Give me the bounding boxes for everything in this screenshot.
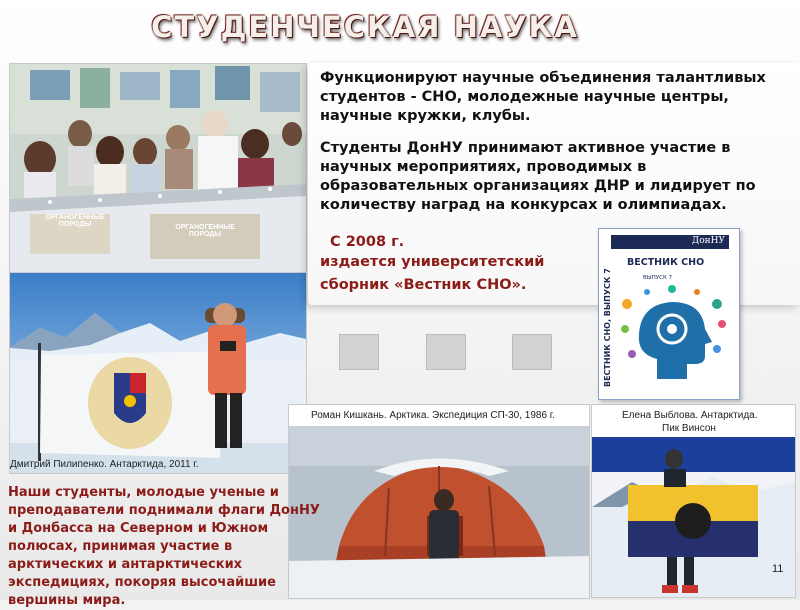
caption-kishkan: Роман Кишкань. Арктика. Экспедиция СП-30, 1986 г. [311,410,556,421]
journal-title: ВЕСТНИК СНО [627,257,705,268]
exhibit-label-right: ОРГАНОГЕННЫЕ ПОРОДЫ [175,224,235,238]
photo-arctic-expedition [288,404,590,599]
placeholder-box-1 [339,334,379,370]
caption-vyblova-line2: Пик Винсон [662,423,716,434]
paragraph-sno: Функционируют научные объединения талантливых студентов - СНО, молодежные научные центры, научные кружки, клубы. [320,70,766,124]
journal-issue: ВЫПУСК 7 [643,275,673,281]
placeholder-box-2 [426,334,466,370]
year-line: С 2008 г. [330,234,405,250]
arctic-tent-image [289,426,589,598]
journal-header-bar [611,235,729,249]
publish-line-1: издается университетский [320,254,545,270]
slide-title: СТУДЕНЧЕСКАЯ НАУКА [151,10,579,44]
paragraph-participation: Студенты ДонНУ принимают активное участие в научных мероприятиях, проводимых в образовательных организациях ДНР и лидирует по количеству наград на конкурсах и олимпиадах. [320,140,756,213]
head-gears-icon [617,284,737,394]
photo-museum-students [9,63,307,273]
publish-line-2: сборник «Вестник СНО». [320,277,527,293]
page-number: 11 [772,563,784,575]
antarctica-flag-image [10,273,306,473]
exhibit-label-left: ОРГАНОГЕННЫЕ ПОРОДЫ [45,214,105,228]
journal-header-text: ДонНУ [691,236,725,246]
museum-scene-image [10,64,306,272]
placeholder-box-3 [512,334,552,370]
caption-vyblova-line1: Елена Выблова. Антарктида. [622,410,758,421]
caption-pilipenko: Дмитрий Пилипенко. Антарктида, 2011 г. [10,459,199,470]
bottom-paragraph-expeditions: Наши студенты, молодые ученые и преподаватели поднимали флаги ДонНУ и Донбасса на Северном и Южном полюсах, принимая участие в арктических и антарктических экспедициях, покоряя высочайшие вершины мира. [8,485,320,608]
vinson-flag-image [592,437,795,597]
journal-spine-text: ВЕСТНИК СНО, ВЫПУСК 7 [603,268,612,387]
journal-cover-vestnik-sno [598,228,740,400]
photo-antarctica-flag [9,272,307,474]
photo-vinson-peak [591,404,796,598]
